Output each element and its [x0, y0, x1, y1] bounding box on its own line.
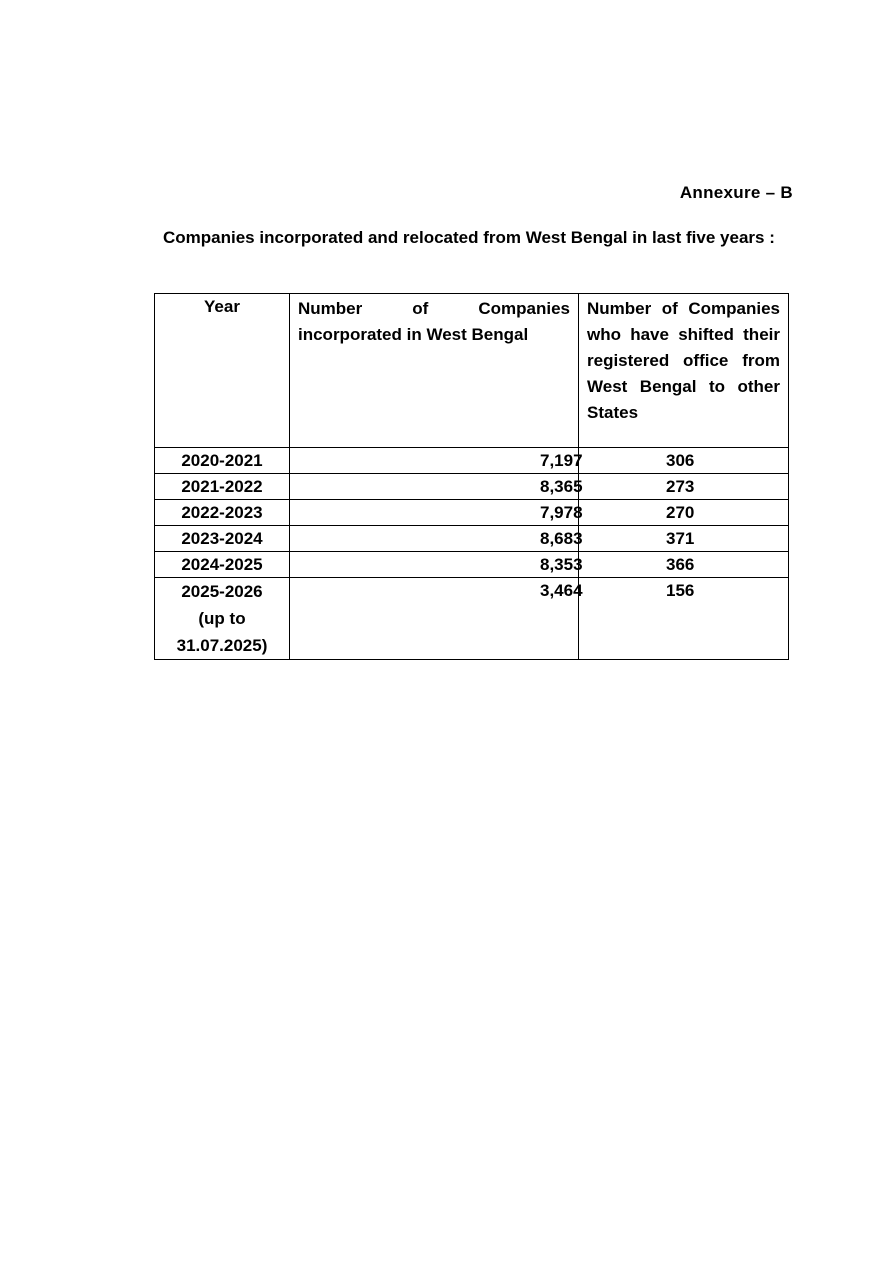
companies-table	[154, 293, 789, 660]
value-incorporated: 8,353	[540, 555, 583, 574]
year-note-date: 31.07.2025)	[176, 636, 268, 655]
cell-incorporated	[290, 448, 583, 474]
cell-relocated: 156	[579, 578, 789, 660]
cell-year: 2020-2021	[155, 448, 290, 474]
cell-year: 2023-2024	[155, 526, 290, 552]
cell-year: 2022-2023	[155, 500, 290, 526]
table-row	[155, 474, 789, 500]
value-incorporated: 3,464	[540, 581, 583, 600]
header-incorporated: Number of Companies incorporated in West Bengal	[290, 294, 579, 448]
document-heading: Companies incorporated and relocated from West Bengal in last five years :	[163, 228, 775, 247]
cell-relocated: 273	[579, 474, 789, 500]
cell-year: 2024-2025	[155, 552, 290, 578]
value-incorporated: 7,197	[540, 451, 583, 470]
value-incorporated: 8,365	[540, 477, 583, 496]
table-row	[155, 448, 789, 474]
cell-incorporated	[290, 500, 583, 526]
cell-incorporated	[290, 474, 583, 500]
cell-relocated: 366	[579, 552, 789, 578]
year-label: 2025-2026	[181, 582, 263, 601]
table-row	[155, 500, 789, 526]
cell-year	[155, 578, 290, 660]
cell-incorporated	[290, 552, 583, 578]
table-header-row	[155, 294, 789, 448]
cell-relocated: 306	[579, 448, 789, 474]
cell-year: 2021-2022	[155, 474, 290, 500]
annexure-label: Annexure – B	[679, 183, 793, 202]
header-relocated: Number of Companies who have shifted their registered office from West Bengal to other States	[579, 294, 789, 448]
table-row	[155, 552, 789, 578]
cell-incorporated	[290, 578, 583, 660]
value-incorporated: 7,978	[540, 503, 583, 522]
cell-incorporated	[290, 526, 583, 552]
year-note: (up to	[198, 609, 246, 628]
header-year: Year	[155, 294, 290, 448]
cell-relocated: 270	[579, 500, 789, 526]
cell-relocated: 371	[579, 526, 789, 552]
table-row-last	[155, 578, 789, 660]
table-row	[155, 526, 789, 552]
value-incorporated: 8,683	[540, 529, 583, 548]
